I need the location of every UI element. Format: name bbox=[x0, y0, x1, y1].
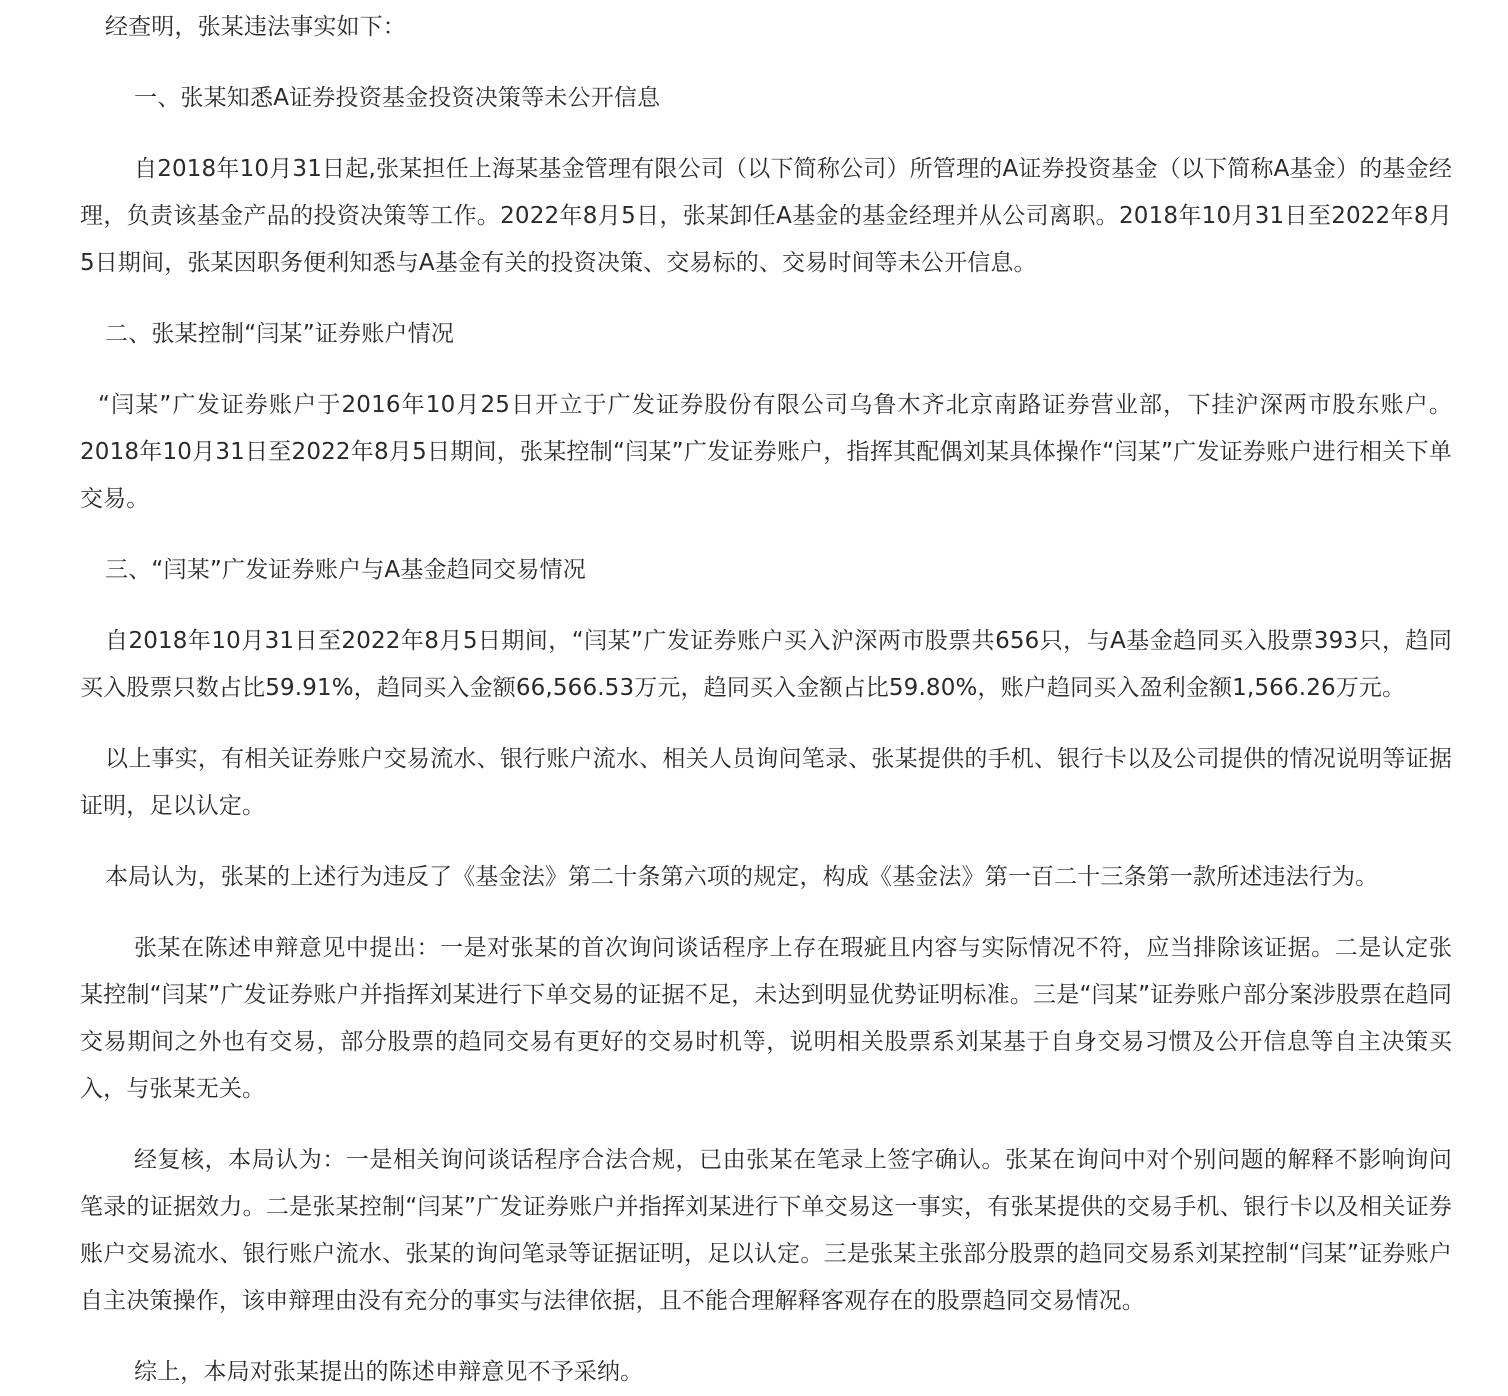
section-2-heading: 二、张某控制“闫某”证券账户情况 bbox=[105, 321, 455, 347]
intro-paragraph: 经查明，张某违法事实如下： bbox=[105, 14, 406, 40]
review-paragraph: 经复核，本局认为：一是相关询问谈话程序合法合规，已由张某在笔录上签字确认。张某在询问中对个别问题的解释不影响询问笔录的证据效力。二是张某控制“闫某”广发证券账户并指挥刘某进行下单交易这一事实，有张某提供的交易手机、银行卡以及相关证券账户交易流水、银行账户流水、张某的询问笔录等证据证明，足以认定。三是张某主张部分股票的趋同交易系刘某控制“闫某”证券账户自主决策操作，该申辩理由没有充分的事实与法律依据，且不能合理解释客观存在的股票趋同交易情况。 bbox=[80, 1147, 1452, 1314]
finding-paragraph: 本局认为，张某的上述行为违反了《基金法》第二十条第六项的规定，构成《基金法》第一百二十三条第一款所述违法行为。 bbox=[105, 864, 1379, 890]
section-2-body: “闫某”广发证券账户于2016年10月25日开立于广发证券股份有限公司乌鲁木齐北京南路证券营业部，下挂沪深两市股东账户。2018年10月31日至2022年8月5日期间，张某控制“闫某”广发证券账户，指挥其配偶刘某具体操作“闫某”广发证券账户进行相关下单交易。 bbox=[80, 392, 1452, 512]
document-body bbox=[80, 4, 1452, 1396]
section-1-body: 自2018年10月31日起,张某担任上海某基金管理有限公司（以下简称公司）所管理的A证券投资基金（以下简称A基金）的基金经理，负责该基金产品的投资决策等工作。2022年8月5日，张某卸任A基金的基金经理并从公司离职。2018年10月31日至2022年8月5日期间，张某因职务便利知悉与A基金有关的投资决策、交易标的、交易时间等未公开信息。 bbox=[80, 156, 1452, 276]
section-1-heading: 一、张某知悉A证券投资基金投资决策等未公开信息 bbox=[134, 85, 661, 111]
evidence-paragraph: 以上事实，有相关证券账户交易流水、银行账户流水、相关人员询问笔录、张某提供的手机、银行卡以及公司提供的情况说明等证据证明，足以认定。 bbox=[80, 746, 1452, 819]
section-3-body: 自2018年10月31日至2022年8月5日期间，“闫某”广发证券账户买入沪深两市股票共656只，与A基金趋同买入股票393只，趋同买入股票只数占比59.91%，趋同买入金额66,566.53万元，趋同买入金额占比59.80%，账户趋同买入盈利金额1,566.26万元。 bbox=[80, 628, 1452, 701]
conclusion-paragraph: 综上，本局对张某提出的陈述申辩意见不予采纳。 bbox=[134, 1359, 644, 1385]
defense-paragraph: 张某在陈述申辩意见中提出：一是对张某的首次询问谈话程序上存在瑕疵且内容与实际情况不符，应当排除该证据。二是认定张某控制“闫某”广发证券账户并指挥刘某进行下单交易的证据不足，未达到明显优势证明标准。三是“闫某”证券账户部分案涉股票在趋同交易期间之外也有交易，部分股票的趋同交易有更好的交易时机等，说明相关股票系刘某基于自身交易习惯及公开信息等自主决策买入，与张某无关。 bbox=[80, 935, 1452, 1102]
section-3-heading: 三、“闫某”广发证券账户与A基金趋同交易情况 bbox=[105, 557, 586, 583]
